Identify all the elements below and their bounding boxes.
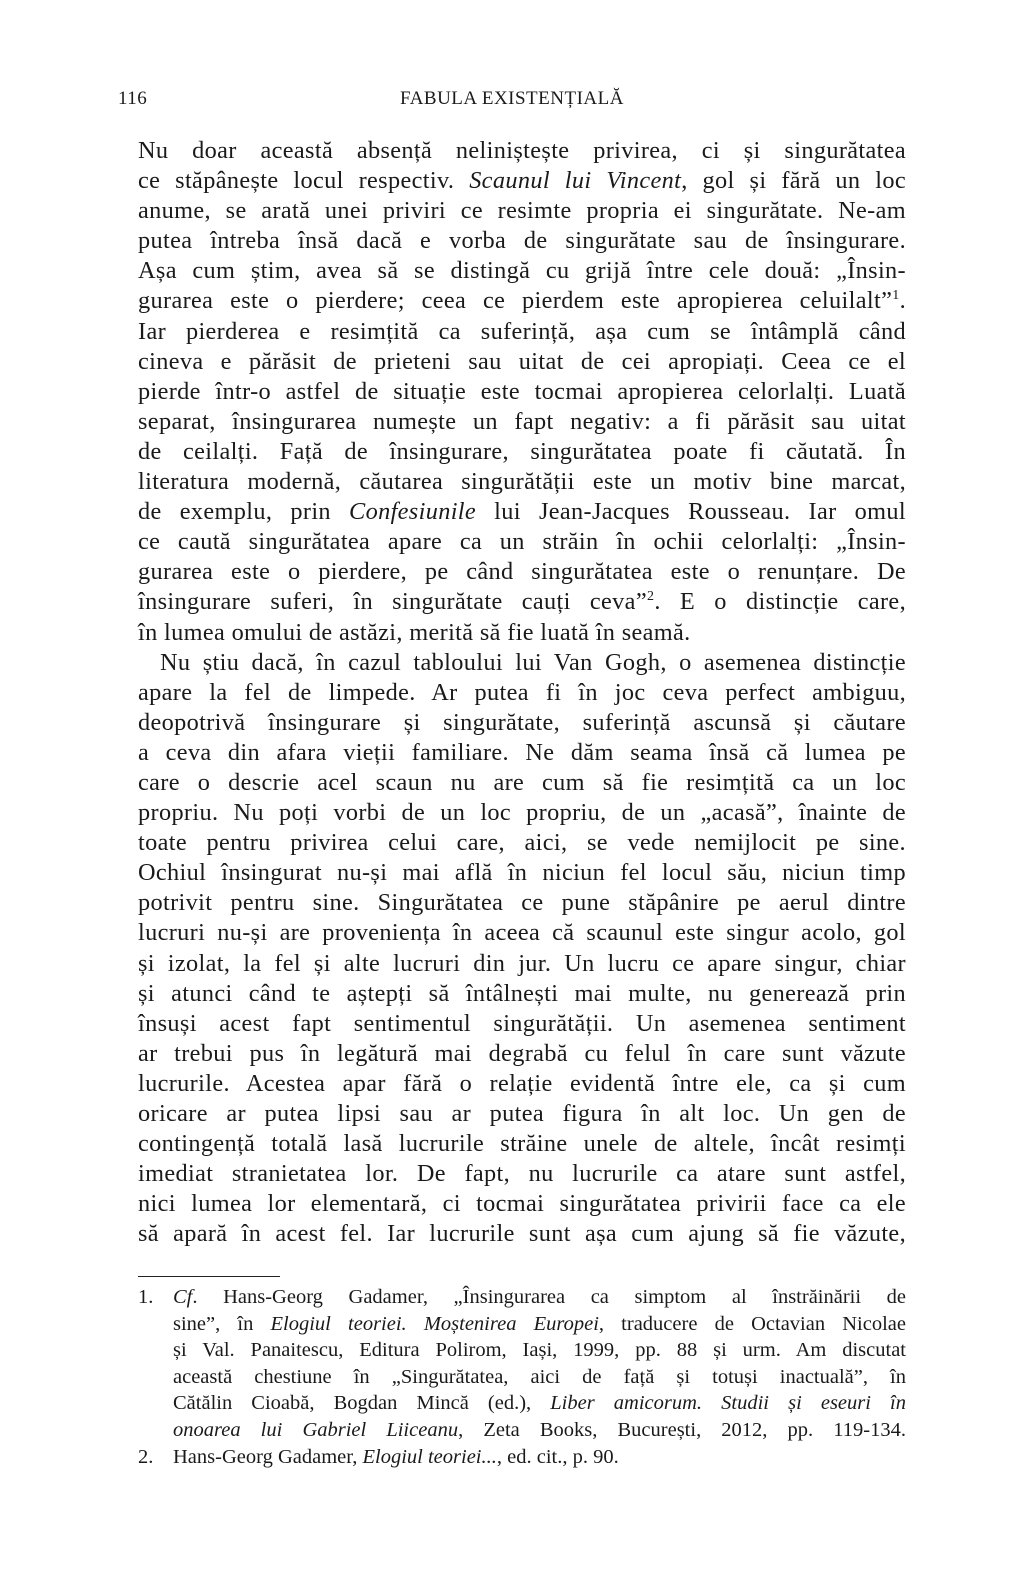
text-run: anume, se arată unei priviri ce resimte propria ei singurătate. Ne-am — [138, 197, 906, 225]
footnote-number: 2. — [138, 1445, 154, 1468]
text-run: potrivit pentru sine. Singurătatea ce pune stăpânire pe aerul dintre — [138, 889, 906, 917]
text-line — [138, 256, 906, 286]
page-number: 116 — [118, 88, 148, 109]
text-line — [138, 768, 906, 798]
text-run: Hans-Georg Gadamer, — [173, 1445, 363, 1468]
text-line — [138, 377, 906, 407]
footnote — [138, 1284, 906, 1444]
text-line — [138, 497, 906, 527]
text-line — [138, 738, 906, 768]
text-run: , ed. cit., p. 90. — [496, 1445, 619, 1468]
text-run: oricare ar putea lipsi sau ar putea figura în alt loc. Un gen de — [138, 1100, 906, 1127]
text-run: lucrurile. Acestea apar fără o relație evidentă între ele, ca și cum — [138, 1069, 906, 1097]
footnote-separator — [138, 1276, 280, 1277]
text-run: în lumea omului de astăzi, merită să fie luată în seamă. — [138, 618, 691, 646]
italic-text: Elogiul teoriei. Moștenirea Europei — [270, 1312, 599, 1335]
text-run: de exemplu, prin — [138, 498, 350, 526]
running-title: FABULA EXISTENȚIALĂ — [400, 88, 624, 109]
italic-text: Liber amicorum. Studii și eseuri în — [550, 1392, 906, 1415]
text-run: deopotrivă însingurare și singurătate, suferință ascunsă și căutare — [138, 708, 906, 736]
text-run: . E o distincție care, — [654, 588, 906, 616]
footnote-reference: 2 — [646, 589, 655, 605]
text-run: de ceilalți. Față de însingurare, singurătatea poate fi căutată. În — [138, 437, 906, 465]
italic-text: Scaunul lui Vincent — [469, 167, 682, 195]
text-line — [138, 437, 906, 467]
text-line — [138, 979, 906, 1009]
text-line — [138, 1039, 906, 1069]
text-line — [138, 196, 906, 226]
text-run: cineva e părăsit de prieteni sau uitat de cei apropiați. Ceea ce el — [138, 347, 906, 375]
text-run: Așa cum știm, avea să se distingă cu grijă între cele două: „Însin- — [138, 257, 906, 285]
text-line — [138, 527, 906, 557]
footnote-number: 1. — [138, 1286, 154, 1308]
text-run: ce stăpânește locul respectiv. — [138, 167, 470, 195]
text-run: sine”, în — [173, 1312, 271, 1335]
text-run: însuși acest fapt sentimentul singurătății. Un asemenea sentiment — [138, 1009, 906, 1037]
text-line — [138, 557, 906, 587]
text-line — [138, 918, 906, 948]
text-run: nici lumea lor elementară, ci tocmai singurătatea privirii face ca ele — [138, 1190, 906, 1218]
text-run: însingurare suferi, în singurătate cauți ceva” — [138, 588, 647, 616]
footnote-line — [173, 1337, 906, 1364]
text-line — [138, 136, 906, 166]
text-run: a ceva din afara vieții familiare. Ne dăm seama însă că lumea pe — [138, 738, 906, 766]
text-line — [138, 618, 906, 648]
text-line — [138, 1069, 906, 1099]
text-run: . — [899, 287, 906, 315]
text-line — [138, 587, 906, 617]
footnote-reference: 1 — [892, 288, 900, 304]
text-run: Iar pierderea e resimțită ca suferință, așa cum se întâmplă când — [138, 317, 906, 345]
footnote-line — [173, 1284, 906, 1311]
text-run: să apară în acest fel. Iar lucrurile sunt așa cum ajung să fie văzute, — [138, 1220, 906, 1248]
text-line — [138, 678, 906, 708]
text-line — [138, 1219, 906, 1249]
text-run: , traducere de Octavian Nicolae — [598, 1312, 906, 1335]
footnote-line — [173, 1417, 906, 1444]
footnote — [138, 1444, 906, 1471]
text-line — [138, 1129, 906, 1159]
footnote-body — [173, 1444, 906, 1471]
footnotes — [138, 1284, 906, 1470]
text-line — [138, 798, 906, 828]
text-run: Nu știu dacă, în cazul tabloului lui Van Gogh, o asemenea distincție — [160, 648, 906, 676]
text-line — [138, 1009, 906, 1039]
text-line — [138, 1099, 906, 1129]
text-run: ar trebui pus în legătură mai degrabă cu felul în care sunt văzute — [138, 1039, 906, 1067]
text-run: și izolat, la fel și alte lucruri din jur. Un lucru ce apare singur, chiar — [138, 949, 906, 977]
text-run: Cătălin Cioabă, Bogdan Mincă (ed.), — [173, 1392, 551, 1415]
text-line — [138, 858, 906, 888]
text-run: care o descrie acel scaun nu are cum să fie resimțită ca un loc — [138, 768, 906, 796]
text-run: gurarea este o pierdere; ceea ce pierdem este apropierea celuilalt” — [138, 287, 893, 315]
text-line — [138, 226, 906, 256]
italic-text: Cf — [173, 1286, 193, 1308]
text-run: literatura modernă, căutarea singurătății este un motiv bine marcat, — [138, 468, 906, 496]
text-line — [138, 317, 906, 347]
text-run: putea întreba însă dacă e vorba de singurătate sau de însingurare. — [138, 227, 906, 255]
text-run: Nu doar această absență neliniștește privirea, ci și singurătatea — [138, 137, 906, 164]
text-run: Ochiul însingurat nu-și mai află în niciun fel locul său, niciun timp — [138, 859, 906, 887]
text-line — [138, 166, 906, 196]
text-run: această chestiune în „Singurătatea, aici de față și totuși inactuală”, în — [173, 1365, 906, 1388]
text-run: toate pentru privirea celui care, aici, se vede nemijlocit pe sine. — [138, 829, 906, 857]
italic-text: onoarea lui Gabriel Liiceanu — [173, 1418, 459, 1441]
text-run: pierde într-o astfel de situație este tocmai apropierea celorlalți. Luată — [138, 377, 906, 405]
text-run: ce caută singurătatea apare ca un străin în ochii celorlalți: „Însin- — [138, 528, 906, 556]
footnote-line — [173, 1311, 906, 1338]
text-run: și Val. Panaitescu, Editura Polirom, Iași, 1999, pp. 88 și urm. Am discutat — [173, 1339, 906, 1362]
text-run: și atunci când te aștepți să întâlnești mai multe, nu generează prin — [138, 979, 906, 1007]
text-run: separat, însingurarea numește un fapt negativ: a fi părăsit sau uitat — [138, 407, 906, 435]
text-line — [138, 1189, 906, 1219]
text-line — [138, 648, 906, 678]
footnote-body — [173, 1284, 906, 1444]
text-line — [138, 828, 906, 858]
text-line — [138, 888, 906, 918]
text-line — [138, 949, 906, 979]
text-line — [138, 407, 906, 437]
footnote-line — [173, 1444, 906, 1471]
text-run: imediat stranietatea lor. De fapt, nu lucrurile ca atare sunt astfel, — [138, 1160, 906, 1188]
text-run: , gol și fără un loc — [681, 167, 906, 195]
text-run: contingență totală lasă lucrurile străine unele de altele, încât resimți — [138, 1130, 906, 1158]
text-line — [138, 347, 906, 377]
italic-text: Confesiunile — [349, 498, 477, 526]
text-run: apare la fel de limpede. Ar putea fi în joc ceva perfect ambiguu, — [138, 678, 906, 706]
text-run: lucruri nu-și are proveniența în aceea că scaunul este singur acolo, gol — [138, 919, 906, 947]
body-text — [138, 136, 906, 1249]
text-run: gurarea este o pierdere, pe când singurătatea este o renunțare. De — [138, 558, 906, 586]
text-line — [138, 708, 906, 738]
footnote-line — [173, 1364, 906, 1391]
text-run: , Zeta Books, București, 2012, pp. 119-134. — [458, 1418, 906, 1441]
italic-text: Elogiul teoriei... — [362, 1445, 497, 1468]
text-run: propriu. Nu poți vorbi de un loc propriu, de un „acasă”, înainte de — [138, 799, 906, 827]
text-run: lui Jean-Jacques Rousseau. Iar omul — [476, 498, 906, 526]
text-line — [138, 286, 906, 316]
text-run: . Hans-Georg Gadamer, „Însingurarea ca simptom al înstrăinării de — [192, 1286, 906, 1308]
text-line — [138, 1159, 906, 1189]
footnote-line — [173, 1390, 906, 1417]
text-line — [138, 467, 906, 497]
